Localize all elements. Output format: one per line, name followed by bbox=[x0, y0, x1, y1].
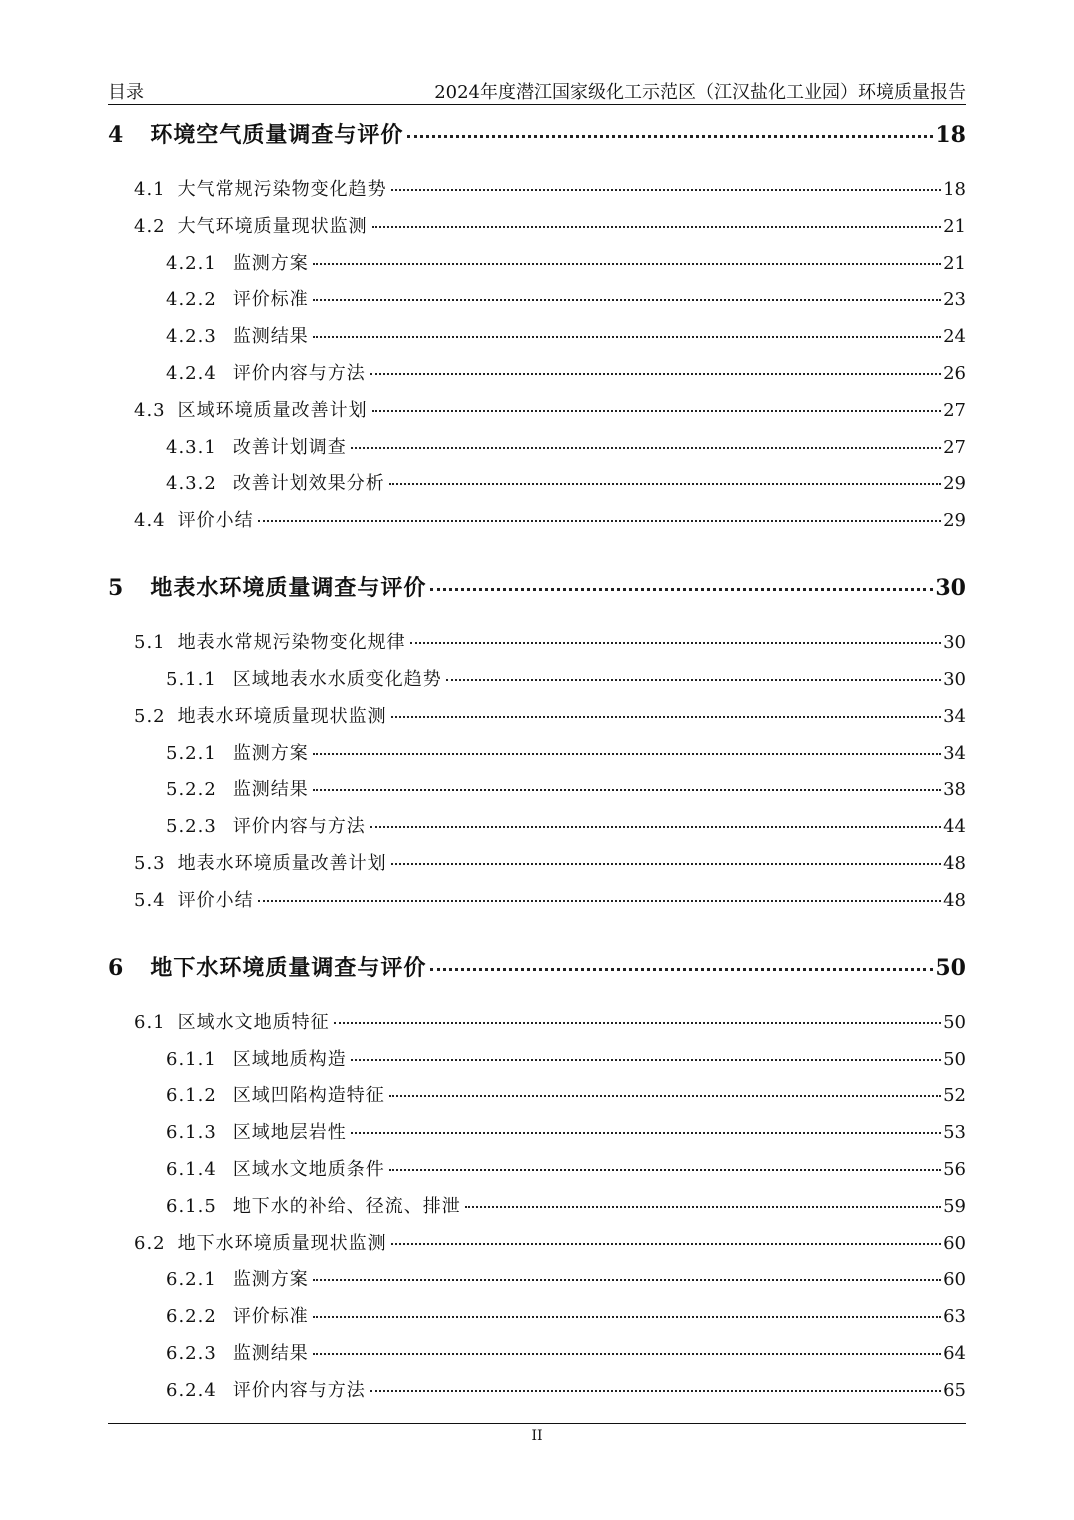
toc-entry-title: 改善计划调查 bbox=[232, 436, 347, 458]
toc-dot-leader bbox=[351, 1132, 941, 1134]
toc-dot-leader bbox=[391, 1243, 941, 1245]
toc-entry-title: 监测方案 bbox=[232, 252, 309, 274]
toc-dot-leader bbox=[410, 642, 941, 644]
toc-entry-page: 27 bbox=[943, 436, 966, 458]
toc-entry-page: 34 bbox=[943, 742, 966, 764]
toc-subsection-entry[interactable] bbox=[108, 665, 966, 691]
toc-entry-number: 6.1.1 bbox=[166, 1048, 217, 1070]
toc-dot-leader bbox=[391, 716, 941, 718]
toc-section-entry[interactable] bbox=[108, 212, 966, 238]
toc-entry-page: 38 bbox=[943, 779, 966, 801]
toc-dot-leader bbox=[370, 826, 941, 828]
toc-entry-number: 4.2.2 bbox=[166, 289, 217, 311]
toc-entry-number: 6 bbox=[108, 954, 125, 981]
toc-section-entry[interactable] bbox=[108, 1008, 966, 1034]
toc-subsection-entry[interactable] bbox=[108, 249, 966, 275]
toc-entry-page: 50 bbox=[943, 1011, 966, 1033]
toc-subsection-entry[interactable] bbox=[108, 322, 966, 348]
toc-section-entry[interactable] bbox=[108, 175, 966, 201]
toc-entry-page: 63 bbox=[943, 1306, 966, 1328]
toc-entry-page: 65 bbox=[943, 1379, 966, 1401]
header-section-label: 目录 bbox=[108, 82, 144, 103]
toc-entry-title: 监测结果 bbox=[232, 326, 309, 348]
toc-entry-title: 监测方案 bbox=[232, 1269, 309, 1291]
toc-chapter-entry[interactable] bbox=[108, 951, 966, 982]
toc-entry-number: 6.1.3 bbox=[166, 1122, 217, 1144]
toc-dot-leader bbox=[313, 1279, 941, 1281]
toc-subsection-entry[interactable] bbox=[108, 1192, 966, 1218]
toc-entry-page: 21 bbox=[943, 215, 966, 237]
toc-entry-title: 评价小结 bbox=[177, 889, 254, 911]
toc-dot-leader bbox=[258, 520, 941, 522]
header-report-title: 2024年度潜江国家级化工示范区（江汉盐化工业园）环境质量报告 bbox=[434, 82, 966, 103]
toc-entry-number: 5.1 bbox=[134, 632, 166, 654]
toc-subsection-entry[interactable] bbox=[108, 1118, 966, 1144]
toc-entry-title: 地表水环境质量改善计划 bbox=[177, 853, 387, 874]
toc-entry-page: 18 bbox=[935, 122, 966, 148]
toc-entry-page: 50 bbox=[943, 1048, 966, 1070]
toc-entry-title: 区域水文地质条件 bbox=[232, 1159, 385, 1180]
toc-subsection-entry[interactable] bbox=[108, 359, 966, 385]
toc-subsection-entry[interactable] bbox=[108, 1376, 966, 1402]
toc-entry-number: 4.2 bbox=[134, 215, 166, 237]
toc-entry-title: 评价标准 bbox=[232, 1306, 309, 1328]
toc-entry-title: 评价小结 bbox=[177, 510, 254, 532]
footer-divider bbox=[108, 1423, 966, 1424]
toc-entry-title: 监测结果 bbox=[232, 1343, 309, 1364]
toc-entry-number: 6.2 bbox=[134, 1232, 166, 1254]
toc-chapter-entry[interactable] bbox=[108, 118, 966, 149]
toc-entry-page: 24 bbox=[943, 326, 966, 348]
toc-entry-title: 地表水环境质量调查与评价 bbox=[150, 575, 427, 602]
toc-entry-title: 区域环境质量改善计划 bbox=[177, 399, 368, 421]
toc-entry-title: 地下水环境质量调查与评价 bbox=[150, 954, 427, 981]
toc-dot-leader bbox=[430, 588, 933, 591]
toc-entry-number: 5.3 bbox=[134, 853, 166, 874]
toc-dot-leader bbox=[313, 1316, 941, 1318]
toc-entry-page: 21 bbox=[943, 252, 966, 274]
toc-dot-leader bbox=[372, 410, 941, 412]
toc-entry-page: 26 bbox=[943, 363, 966, 384]
toc-entry-number: 5.2.1 bbox=[166, 742, 217, 764]
toc-dot-leader bbox=[334, 1022, 941, 1024]
toc-entry-number: 4.2.1 bbox=[166, 252, 217, 274]
toc-dot-leader bbox=[389, 483, 941, 485]
header-divider bbox=[108, 104, 966, 105]
toc-dot-leader bbox=[372, 226, 941, 228]
toc-entry-page: 44 bbox=[943, 816, 966, 838]
toc-entry-page: 50 bbox=[935, 954, 966, 981]
toc-entry-page: 52 bbox=[943, 1085, 966, 1107]
toc-dot-leader bbox=[391, 189, 941, 191]
toc-entry-number: 5.4 bbox=[134, 889, 166, 911]
toc-entry-number: 6.2.2 bbox=[166, 1306, 217, 1328]
toc-entry-page: 30 bbox=[943, 632, 966, 654]
toc-subsection-entry[interactable] bbox=[108, 1339, 966, 1365]
toc-entry-number: 6.1.5 bbox=[166, 1195, 217, 1217]
toc-dot-leader bbox=[370, 373, 941, 375]
toc-entry-title: 地表水环境质量现状监测 bbox=[177, 705, 387, 727]
toc-subsection-entry[interactable] bbox=[108, 775, 966, 801]
toc-dot-leader bbox=[446, 679, 941, 681]
toc-entry-number: 6.1.2 bbox=[166, 1085, 217, 1107]
toc-entry-title: 地下水的补给、径流、排泄 bbox=[232, 1195, 461, 1217]
toc-entry-number: 6.2.1 bbox=[166, 1269, 217, 1291]
toc-entry-page: 48 bbox=[943, 853, 966, 874]
toc-dot-leader bbox=[389, 1169, 941, 1171]
toc-entry-page: 27 bbox=[943, 399, 966, 421]
toc-entry-title: 区域地层岩性 bbox=[232, 1122, 347, 1144]
toc-section-entry[interactable] bbox=[108, 849, 966, 875]
toc-subsection-entry[interactable] bbox=[108, 1155, 966, 1181]
toc-entry-number: 4 bbox=[108, 122, 125, 148]
toc-subsection-entry[interactable] bbox=[108, 433, 966, 459]
toc-entry-page: 64 bbox=[943, 1343, 966, 1364]
toc-entry-number: 5.2 bbox=[134, 705, 166, 727]
toc-dot-leader bbox=[389, 1095, 941, 1097]
toc-subsection-entry[interactable] bbox=[108, 1302, 966, 1328]
toc-entry-title: 区域地质构造 bbox=[232, 1048, 347, 1070]
toc-section-entry[interactable] bbox=[108, 886, 966, 912]
toc-entry-title: 改善计划效果分析 bbox=[232, 473, 385, 495]
toc-entry-title: 大气环境质量现状监测 bbox=[177, 215, 368, 237]
toc-chapter-entry[interactable] bbox=[108, 571, 966, 602]
toc-subsection-entry[interactable] bbox=[108, 1265, 966, 1291]
toc-entry-page: 18 bbox=[943, 179, 966, 200]
toc-entry-number: 5 bbox=[108, 575, 125, 602]
toc-dot-leader bbox=[407, 135, 933, 138]
toc-entry-title: 区域地表水水质变化趋势 bbox=[232, 669, 442, 690]
toc-entry-number: 6.1 bbox=[134, 1011, 166, 1033]
toc-entry-page: 56 bbox=[943, 1159, 966, 1180]
toc-dot-leader bbox=[313, 263, 941, 265]
toc-subsection-entry[interactable] bbox=[108, 285, 966, 311]
toc-dot-leader bbox=[351, 1059, 941, 1061]
toc-entry-title: 大气常规污染物变化趋势 bbox=[177, 179, 387, 200]
toc-entry-page: 30 bbox=[943, 669, 966, 690]
toc-subsection-entry[interactable] bbox=[108, 812, 966, 838]
toc-entry-page: 48 bbox=[943, 889, 966, 911]
toc-subsection-entry[interactable] bbox=[108, 469, 966, 495]
toc-entry-page: 59 bbox=[943, 1195, 966, 1217]
toc-entry-number: 4.4 bbox=[134, 510, 166, 532]
toc-dot-leader bbox=[258, 900, 941, 902]
toc-dot-leader bbox=[313, 1353, 941, 1355]
toc-entry-number: 6.1.4 bbox=[166, 1159, 217, 1180]
toc-entry-page: 60 bbox=[943, 1232, 966, 1254]
toc-entry-title: 区域凹陷构造特征 bbox=[232, 1085, 385, 1107]
toc-entry-title: 评价内容与方法 bbox=[232, 1379, 366, 1401]
toc-dot-leader bbox=[430, 968, 933, 971]
toc-subsection-entry[interactable] bbox=[108, 739, 966, 765]
toc-entry-number: 5.2.2 bbox=[166, 779, 217, 801]
toc-entry-page: 29 bbox=[943, 473, 966, 495]
toc-entry-title: 地下水环境质量现状监测 bbox=[177, 1232, 387, 1254]
toc-entry-title: 监测方案 bbox=[232, 742, 309, 764]
toc-entry-page: 60 bbox=[943, 1269, 966, 1291]
toc-entry-page: 23 bbox=[943, 289, 966, 311]
toc-dot-leader bbox=[313, 299, 941, 301]
toc-section-entry[interactable] bbox=[108, 628, 966, 654]
toc-dot-leader bbox=[313, 789, 941, 791]
toc-section-entry[interactable] bbox=[108, 702, 966, 728]
toc-entry-page: 29 bbox=[943, 510, 966, 532]
toc-entry-number: 6.2.4 bbox=[166, 1379, 217, 1401]
toc-dot-leader bbox=[370, 1390, 941, 1392]
toc-entry-number: 4.2.3 bbox=[166, 326, 217, 348]
toc-section-entry[interactable] bbox=[108, 1229, 966, 1255]
toc-entry-page: 53 bbox=[943, 1122, 966, 1144]
page-number: II bbox=[531, 1428, 543, 1444]
toc-entry-number: 4.3.1 bbox=[166, 436, 217, 458]
toc-entry-title: 地表水常规污染物变化规律 bbox=[177, 632, 406, 654]
toc-dot-leader bbox=[391, 863, 941, 865]
toc-dot-leader bbox=[351, 447, 941, 449]
toc-entry-title: 评价内容与方法 bbox=[232, 816, 366, 838]
toc-entry-title: 评价标准 bbox=[232, 289, 309, 311]
toc-entry-title: 监测结果 bbox=[232, 779, 309, 801]
toc-entry-number: 4.1 bbox=[134, 179, 166, 200]
toc-dot-leader bbox=[465, 1206, 941, 1208]
toc-entry-number: 4.3.2 bbox=[166, 473, 217, 495]
toc-entry-page: 34 bbox=[943, 705, 966, 727]
toc-entry-title: 环境空气质量调查与评价 bbox=[150, 122, 404, 148]
toc-entry-title: 区域水文地质特征 bbox=[177, 1011, 330, 1033]
toc-entry-number: 5.1.1 bbox=[166, 669, 217, 690]
toc-subsection-entry[interactable] bbox=[108, 1045, 966, 1071]
toc-subsection-entry[interactable] bbox=[108, 1081, 966, 1107]
toc-entry-page: 30 bbox=[935, 575, 966, 602]
toc-dot-leader bbox=[313, 336, 941, 338]
toc-entry-title: 评价内容与方法 bbox=[232, 363, 366, 384]
toc-section-entry[interactable] bbox=[108, 396, 966, 422]
toc-entry-number: 5.2.3 bbox=[166, 816, 217, 838]
toc-entry-number: 4.2.4 bbox=[166, 363, 217, 384]
toc-section-entry[interactable] bbox=[108, 506, 966, 532]
toc-entry-number: 4.3 bbox=[134, 399, 166, 421]
toc-entry-number: 6.2.3 bbox=[166, 1343, 217, 1364]
toc-dot-leader bbox=[313, 753, 941, 755]
